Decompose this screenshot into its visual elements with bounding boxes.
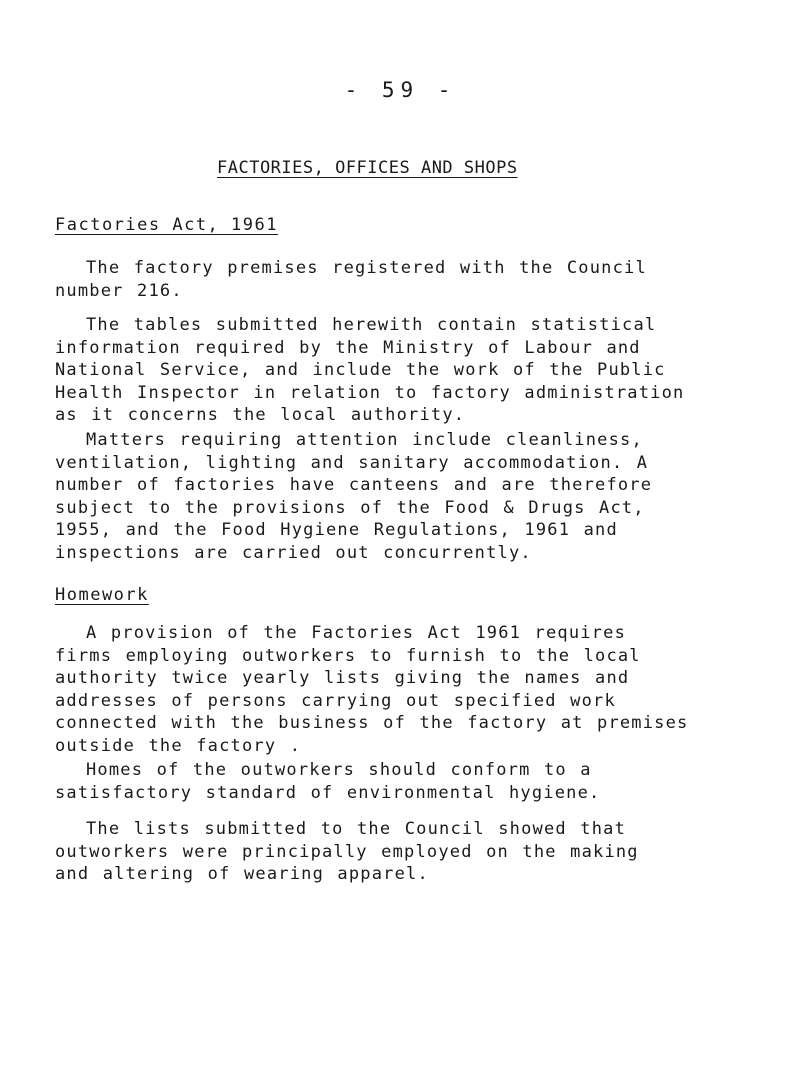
text-line: subject to the provisions of the Food & Drugs Act, (55, 497, 645, 518)
section-heading-factories-act: Factories Act, 1961 (55, 215, 278, 235)
text-line: The lists submitted to the Council showed that (86, 819, 627, 839)
text-line: authority twice yearly lists giving the names and (55, 668, 630, 688)
paragraph-lists-submitted (55, 818, 745, 886)
text-line: National Service, and include the work of the Public (55, 360, 666, 380)
paragraph-statistical-tables (55, 314, 745, 427)
section-heading-homework: Homework (55, 585, 149, 605)
text-line: and altering of wearing apparel. (55, 864, 429, 884)
paragraph-outworker-homes (55, 759, 745, 804)
text-line: Health Inspector in relation to factory administration (55, 382, 685, 403)
text-line: firms employing outworkers to furnish to the local (55, 645, 641, 666)
text-line: number of factories have canteens and are therefore (55, 475, 653, 495)
text-line: as it concerns the local authority. (55, 405, 466, 425)
text-line: addresses of persons carrying out specified work (55, 690, 616, 711)
text-line: information required by the Ministry of Labour and (55, 337, 641, 358)
paragraph-outworker-provision (55, 622, 745, 757)
text-line: The factory premises registered with the Council (86, 258, 647, 278)
text-line: satisfactory standard of environmental hygiene. (55, 782, 601, 803)
text-line: 1955, and the Food Hygiene Regulations, 1961 and (55, 520, 618, 540)
text-line: inspections are carried out concurrently. (55, 542, 532, 563)
paragraph-registered-premises (55, 257, 745, 302)
page-title: FACTORIES, OFFICES AND SHOPS (217, 158, 518, 178)
text-line: outside the factory . (55, 735, 302, 756)
paragraph-matters-requiring-attention (55, 429, 745, 564)
text-line: number 216. (55, 280, 183, 301)
text-line: The tables submitted herewith contain statistical (86, 315, 657, 335)
text-line: Matters requiring attention include cleanliness, (86, 430, 643, 450)
page-number: - 59 - (344, 78, 457, 102)
text-line: Homes of the outworkers should conform to a (86, 760, 592, 780)
text-line: ventilation, lighting and sanitary accommodation. A (55, 452, 649, 473)
text-line: A provision of the Factories Act 1961 requires (86, 623, 627, 643)
text-line: outworkers were principally employed on the making (55, 841, 639, 862)
text-line: connected with the business of the factory at premises (55, 713, 689, 733)
